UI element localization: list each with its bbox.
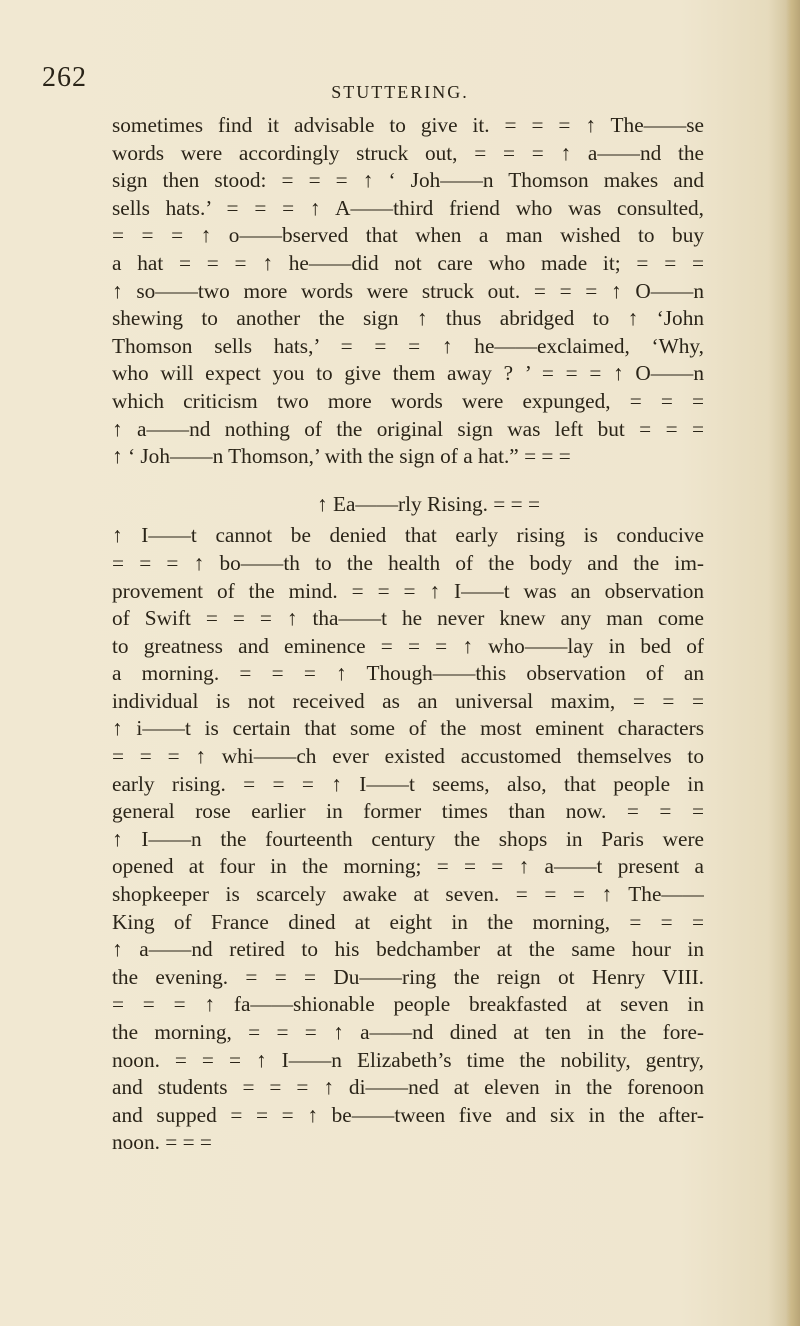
text-line: Thomson sells hats,’ = = = ↑ he——exclaimed, ‘Why, <box>112 333 704 358</box>
text-line: ↑ i——t is certain that some of the most eminent characters <box>112 716 704 741</box>
running-head: STUTTERING. <box>331 82 469 102</box>
text-line: ↑ a——nd retired to his bedchamber at the same hour in <box>112 937 704 962</box>
text-line: = = = ↑ bo——th to the health of the body and the im- <box>112 550 704 575</box>
text-line: ↑ ‘ Joh——n Thomson,’ with the sign of a hat.” = = = <box>112 444 571 469</box>
text-line: ↑ so——two more words were struck out. = = = ↑ O——n <box>112 278 704 303</box>
text-line: ↑ a——nd nothing of the original sign was left but = = = <box>112 416 704 441</box>
text-line: and students = = = ↑ di——ned at eleven in the forenoon <box>112 1075 704 1100</box>
text-line: noon. = = = <box>112 1130 212 1155</box>
page-edge <box>786 0 800 1326</box>
text-line: sometimes find it advisable to give it. = = = ↑ The——se <box>112 113 704 137</box>
page-number: 262 <box>42 62 87 93</box>
section-heading: ↑ Ea——rly Rising. = = = <box>317 491 540 516</box>
text-line: = = = ↑ whi——ch ever existed accustomed themselves to <box>112 744 704 769</box>
text-line: shopkeeper is scarcely awake at seven. = = = ↑ The—— <box>112 882 704 907</box>
text-line: the evening. = = = Du——ring the reign ot Henry VIII. <box>112 964 704 989</box>
text-line: sells hats.’ = = = ↑ A——third friend who was consulted, <box>112 195 704 220</box>
text-line: general rose earlier in former times than now. = = = <box>112 799 704 824</box>
body-text <box>112 112 704 1157</box>
text-line: of Swift = = = ↑ tha——t he never knew any man come <box>112 606 704 631</box>
text-line: provement of the mind. = = = ↑ I——t was an observation <box>112 578 704 603</box>
text-line: ↑ I——n the fourteenth century the shops in Paris were <box>112 826 704 851</box>
text-line: a morning. = = = ↑ Though——this observation of an <box>112 661 704 686</box>
text-line: noon. = = = ↑ I——n Elizabeth’s time the nobility, gentry, <box>112 1047 704 1072</box>
page-header <box>0 62 800 102</box>
text-line: sign then stood: = = = ↑ ‘ Joh——n Thomson makes and <box>112 168 704 193</box>
text-line: who will expect you to give them away ? ’ = = = ↑ O——n <box>112 361 704 386</box>
text-line: which criticism two more words were expunged, = = = <box>112 388 704 413</box>
text-line: and supped = = = ↑ be——tween five and six in the after- <box>112 1102 704 1127</box>
text-line: to greatness and eminence = = = ↑ who——lay in bed of <box>112 633 704 658</box>
text-line: = = = ↑ o——bserved that when a man wished to buy <box>112 223 704 248</box>
text-line: ↑ I——t cannot be denied that early rising is conducive <box>112 523 704 548</box>
text-line: King of France dined at eight in the morning, = = = <box>112 909 704 934</box>
text-line: shewing to another the sign ↑ thus abridged to ↑ ‘John <box>112 306 704 331</box>
section-gap <box>112 471 704 491</box>
text-line: words were accordingly struck out, = = = ↑ a——nd the <box>112 140 704 165</box>
text-line: a hat = = = ↑ he——did not care who made it; = = = <box>112 250 704 275</box>
text-line: opened at four in the morning; = = = ↑ a——t present a <box>112 854 704 879</box>
text-line: early rising. = = = ↑ I——t seems, also, that people in <box>112 771 704 796</box>
text-line: the morning, = = = ↑ a——nd dined at ten in the fore- <box>112 1020 704 1044</box>
text-line: = = = ↑ fa——shionable people breakfasted at seven in <box>112 992 704 1017</box>
text-line: individual is not received as an universal maxim, = = = <box>112 688 704 713</box>
